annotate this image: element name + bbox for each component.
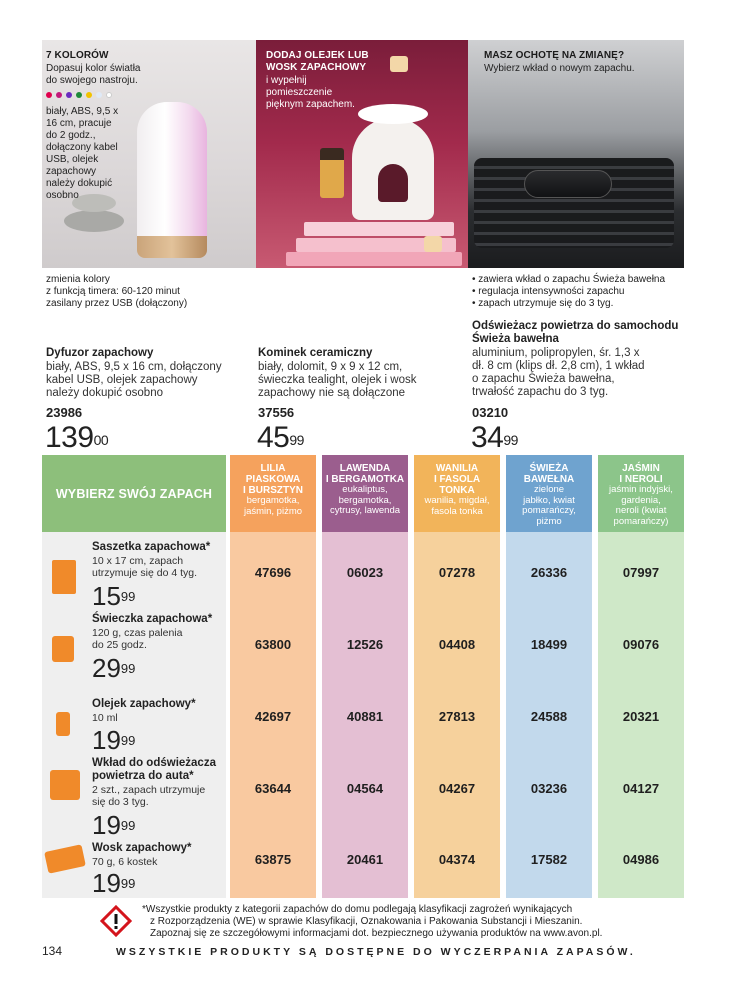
fragrance-code: 63875 xyxy=(254,852,292,867)
fragrance-code: 17582 xyxy=(530,852,568,867)
fragrance-code: 47696 xyxy=(254,565,292,580)
fragrance-code: 63644 xyxy=(254,781,292,796)
diffuser-body-illustration xyxy=(137,102,207,252)
footer-banner: WSZYSTKIE PRODUKTY SĄ DOSTĘPNE DO WYCZERPANIA ZAPASÓW. xyxy=(116,946,636,958)
diffuser-base-illustration xyxy=(137,236,207,258)
sachet-icon xyxy=(52,560,76,594)
row-product-description: 10 ml xyxy=(92,712,118,724)
fragrance-column-lawenda xyxy=(322,455,408,898)
panel-title: DODAJ OLEJEK LUB WOSK ZAPACHOWY xyxy=(266,50,369,73)
row-product-price: $15^{99}$ xyxy=(92,581,136,611)
color-dot xyxy=(106,92,112,98)
fragrance-code: 27813 xyxy=(438,709,476,724)
car-refill-icon xyxy=(50,770,80,800)
fragrance-code: 63800 xyxy=(254,637,292,652)
color-dot xyxy=(46,92,52,98)
fragrance-header: LILIA PIASKOWA I BURSZTYN bergamotka, jaśmin, piżmo xyxy=(230,455,316,532)
book-decoration xyxy=(304,222,454,236)
color-dot xyxy=(66,92,72,98)
fragrance-code: 04267 xyxy=(438,781,476,796)
fragrance-column-wanilia xyxy=(414,455,500,898)
product-code: 37556 xyxy=(258,405,295,420)
fragrance-code: 04374 xyxy=(438,852,476,867)
car-features: • zawiera wkład o zapachu Świeża bawełna • regulacja intensywności zapachu • zapach utrzymuje się do 3 tyg. xyxy=(472,274,666,309)
fragrance-code: 04564 xyxy=(346,781,384,796)
product-description: biały, dolomit, 9 x 9 x 12 cm, świeczka tealight, olejek i wosk zapachowy nie są dołączone xyxy=(258,361,417,399)
product-name: Odświeżacz powietrza do samochodu Świeża bawełna xyxy=(472,320,679,345)
fragrance-code: 42697 xyxy=(254,709,292,724)
row-product-price: $19^{99}$ xyxy=(92,868,136,898)
diffuser-features: zmienia kolory z funkcją timera: 60-120 minut zasilany przez USB (dołączony) xyxy=(46,274,188,309)
row-product-price: $29^{99}$ xyxy=(92,653,136,683)
panel-subtitle: Dopasuj kolor światła do swojego nastroju. xyxy=(46,63,141,86)
panel-subtitle: Wybierz wkład o nowym zapachu. xyxy=(484,63,635,74)
fragrance-code: 06023 xyxy=(346,565,384,580)
fragrance-code: 04986 xyxy=(622,852,660,867)
row-product-description: 70 g, 6 kostek xyxy=(92,856,158,868)
page-number: 134 xyxy=(42,944,63,958)
footnote-text: Zapoznaj się ze szczegółowymi informacjami dot. bezpiecznego używania produktów na www.avon.pl. xyxy=(150,928,603,939)
fragrance-code: 20321 xyxy=(622,709,660,724)
fragrance-code: 24588 xyxy=(530,709,568,724)
row-product-price: $19^{99}$ xyxy=(92,725,136,755)
oil-bottle-illustration xyxy=(320,148,344,198)
fragrance-header: LAWENDA I BERGAMOTKA eukaliptus, bergamotka, cytrusy, lawenda xyxy=(322,455,408,532)
product-description: biały, ABS, 9,5 x 16 cm, dołączony kabel USB, olejek zapachowy należy dokupić osobno xyxy=(46,361,222,399)
fragrance-code: 07997 xyxy=(622,565,660,580)
diffuser-spec-text: biały, ABS, 9,5 x 16 cm, pracuje do 2 godz., dołączony kabel USB, olejek zapachowy należy dokupić osobno xyxy=(46,106,119,201)
color-dot xyxy=(56,92,62,98)
row-product-price: $19^{99}$ xyxy=(92,810,136,840)
footnote-text: z Rozporządzenia (WE) w sprawie Klasyfikacji, Oznakowania i Pakowania Substancji i Mieszanin. xyxy=(150,916,583,927)
fragrance-code: 03236 xyxy=(530,781,568,796)
row-product-description: 2 szt., zapach utrzymuje się do 3 tyg. xyxy=(92,784,206,808)
candle-icon xyxy=(52,636,74,662)
fragrance-column-lilia xyxy=(230,455,316,898)
fragrance-code: 26336 xyxy=(530,565,568,580)
burner-photo xyxy=(256,40,468,268)
fragrance-code: 40881 xyxy=(346,709,384,724)
fragrance-code: 18499 xyxy=(530,637,568,652)
burner-bowl-illustration xyxy=(358,104,428,124)
color-dot xyxy=(86,92,92,98)
row-product-description: 10 x 17 cm, zapach utrzymuje się do 4 tyg. xyxy=(92,555,198,579)
oil-bottle-icon xyxy=(56,712,70,736)
product-name: Dyfuzor zapachowy xyxy=(46,347,154,359)
panel-subtitle: i wypełnij pomieszczenie pięknym zapachem. xyxy=(266,75,355,110)
fragrance-code: 12526 xyxy=(346,637,384,652)
fragrance-code: 04127 xyxy=(622,781,660,796)
fragrance-header: JAŚMIN I NEROLI jaśmin indyjski, gardenia, neroli (kwiat pomarańczy) xyxy=(598,455,684,532)
color-dot xyxy=(76,92,82,98)
row-product-description: 120 g, czas palenia do 25 godz. xyxy=(92,627,183,651)
footnote-text: *Wszystkie produkty z kategorii zapachów do domu podlegają klasyfikacji zagrożeń wynikających xyxy=(142,904,573,915)
fragrance-code: 04408 xyxy=(438,637,476,652)
row-product-name: Świeczka zapachowa* xyxy=(92,613,213,625)
car-freshener-illustration xyxy=(524,170,612,198)
book-decoration xyxy=(286,252,462,266)
row-product-name: Saszetka zapachowa* xyxy=(92,541,211,553)
fragrance-column-jasmin xyxy=(598,455,684,898)
fragrance-header: WANILIA I FASOLA TONKA wanilia, migdał, fasola tonka xyxy=(414,455,500,532)
burner-opening-illustration xyxy=(378,164,408,202)
stone-decoration xyxy=(64,210,124,232)
diffuser-photo xyxy=(42,40,256,268)
fragrance-code: 20461 xyxy=(346,852,384,867)
panel-title: MASZ OCHOTĘ NA ZMIANĘ? xyxy=(484,50,625,61)
color-dots xyxy=(46,92,112,98)
row-product-name: Wosk zapachowy* xyxy=(92,842,192,854)
wax-cube-illustration xyxy=(424,236,442,252)
row-product-name: Wkład do odświeżacza powietrza do auta* xyxy=(92,757,216,782)
product-description: aluminium, polipropylen, śr. 1,3 x dł. 8 cm (klips dł. 2,8 cm), 1 wkład o zapachu Świeża bawełna, trwałość zapachu do 3 tyg. xyxy=(472,347,645,398)
product-price: $139^{00}$ xyxy=(45,421,109,454)
product-code: 03210 xyxy=(472,405,509,420)
car-freshener-photo xyxy=(468,40,684,268)
panel-title: 7 KOLORÓW xyxy=(46,50,109,61)
hazard-warning-icon xyxy=(100,905,132,937)
fragrance-header: ŚWIEŻA BAWEŁNA zielone jabłko, kwiat pomarańczy, piżmo xyxy=(506,455,592,532)
table-header: WYBIERZ SWÓJ ZAPACH xyxy=(42,455,226,532)
fragrance-column-swieza-bawelna xyxy=(506,455,592,898)
fragrance-code: 09076 xyxy=(622,637,660,652)
row-product-name: Olejek zapachowy* xyxy=(92,698,196,710)
fragrance-code: 07278 xyxy=(438,565,476,580)
wax-cube-illustration xyxy=(390,56,408,72)
product-price: $45^{99}$ xyxy=(257,421,304,454)
color-dot xyxy=(96,92,102,98)
product-price: $34^{99}$ xyxy=(471,421,518,454)
product-code: 23986 xyxy=(46,405,83,420)
product-name: Kominek ceramiczny xyxy=(258,347,373,359)
